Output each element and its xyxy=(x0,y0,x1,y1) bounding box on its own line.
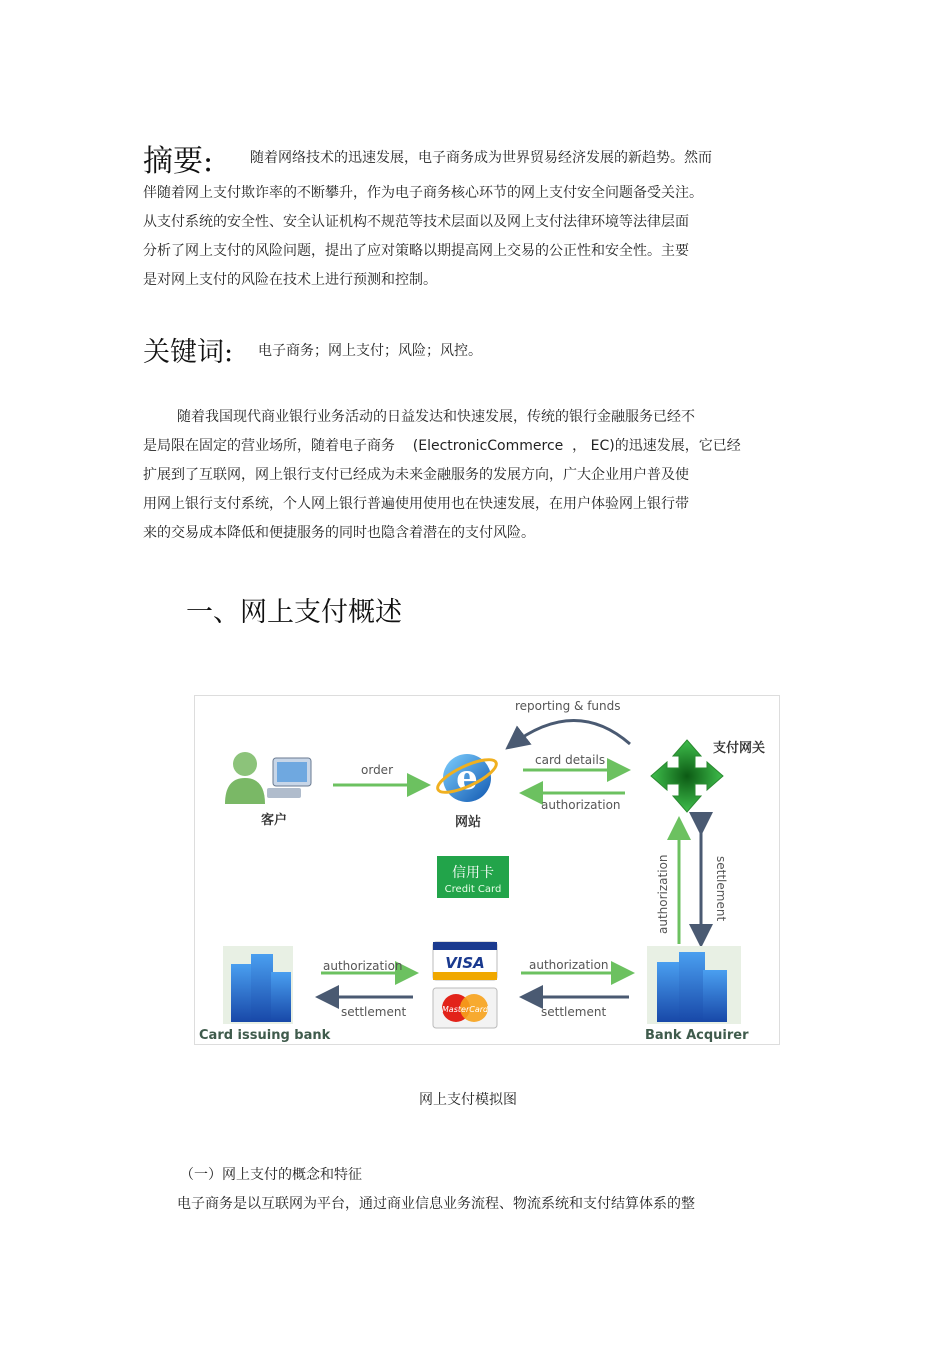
intro-line-2: 是局限在固定的营业场所，随着电子商务 (ElectronicCommerce ， EC)的迅速发展，它已经 xyxy=(143,438,741,454)
website-icon xyxy=(434,753,500,802)
visa-card xyxy=(433,942,497,980)
section-heading: 一、网上支付概述 xyxy=(186,597,402,628)
credit-card-box xyxy=(437,856,509,898)
mastercard-card xyxy=(433,988,497,1028)
order-label: order xyxy=(361,763,393,777)
reporting-funds-label: reporting & funds xyxy=(515,699,621,713)
intro-line-5: 来的交易成本降低和便捷服务的同时也隐含着潜在的支付风险。 xyxy=(143,525,535,541)
svg-text:MasterCard: MasterCard xyxy=(441,1005,489,1014)
svg-text:VISA: VISA xyxy=(445,954,485,972)
abstract-line-4: 分析了网上支付的风险问题，提出了应对策略以期提高网上交易的公正性和安全性。主要 xyxy=(143,243,689,259)
website-label: 网站 xyxy=(455,815,482,830)
card-details-label: card details xyxy=(535,753,606,767)
abstract-heading: 摘要: xyxy=(143,144,214,179)
credit-card-en: Credit Card xyxy=(444,884,502,895)
left-settlement-label: settlement xyxy=(341,1005,407,1019)
subsection-title: （一）网上支付的概念和特征 xyxy=(180,1167,362,1183)
diagram-caption: 网上支付模拟图 xyxy=(419,1092,517,1108)
card-issuing-bank-icon xyxy=(223,946,293,1024)
right-settlement-label: settlement xyxy=(541,1005,607,1019)
vertical-settlement-label: settlement xyxy=(714,856,728,922)
gateway-label: 支付网关 xyxy=(713,741,766,756)
abstract-line-2: 伴随着网上支付欺诈率的不断攀升，作为电子商务核心环节的网上支付安全问题备受关注。 xyxy=(143,185,703,201)
left-authorization-label: authorization xyxy=(323,959,403,973)
svg-text:e: e xyxy=(456,758,478,798)
acquirer-label: Bank Acquirer xyxy=(645,1028,749,1043)
reporting-funds-arrow xyxy=(510,720,630,746)
customer-icon xyxy=(225,752,311,804)
intro-line-3: 扩展到了互联网，网上银行支付已经成为未来金融服务的发展方向，广大企业用户普及使 xyxy=(143,467,689,483)
abstract-line-5: 是对网上支付的风险在技术上进行预测和控制。 xyxy=(143,272,437,288)
intro-line-1: 随着我国现代商业银行业务活动的日益发达和快速发展，传统的银行金融服务已经不 xyxy=(177,409,695,425)
customer-label: 客户 xyxy=(261,813,288,828)
keywords-text: 电子商务；网上支付；风险；风控。 xyxy=(258,343,482,359)
vertical-authorization-label: authorization xyxy=(656,854,670,934)
right-authorization-label: authorization xyxy=(529,958,609,972)
authorization-back-label: authorization xyxy=(541,798,621,812)
abstract-line-3: 从支付系统的安全性、安全认证机构不规范等技术层面以及网上支付法律环境等法律层面 xyxy=(143,214,689,230)
abstract-line-1: 随着网络技术的迅速发展，电子商务成为世界贸易经济发展的新趋势。然而 xyxy=(250,150,712,166)
bank-acquirer-icon xyxy=(647,946,741,1024)
intro-line-4: 用网上银行支付系统，个人网上银行普遍使用使用也在快速发展，在用户体验网上银行带 xyxy=(143,496,689,512)
keywords-heading: 关键词: xyxy=(143,337,234,368)
issuer-label: Card issuing bank xyxy=(199,1028,331,1043)
credit-card-zh: 信用卡 xyxy=(452,865,494,881)
payment-diagram xyxy=(194,695,780,1045)
subsection-line-1: 电子商务是以互联网为平台，通过商业信息业务流程、物流系统和支付结算体系的整 xyxy=(177,1196,695,1212)
